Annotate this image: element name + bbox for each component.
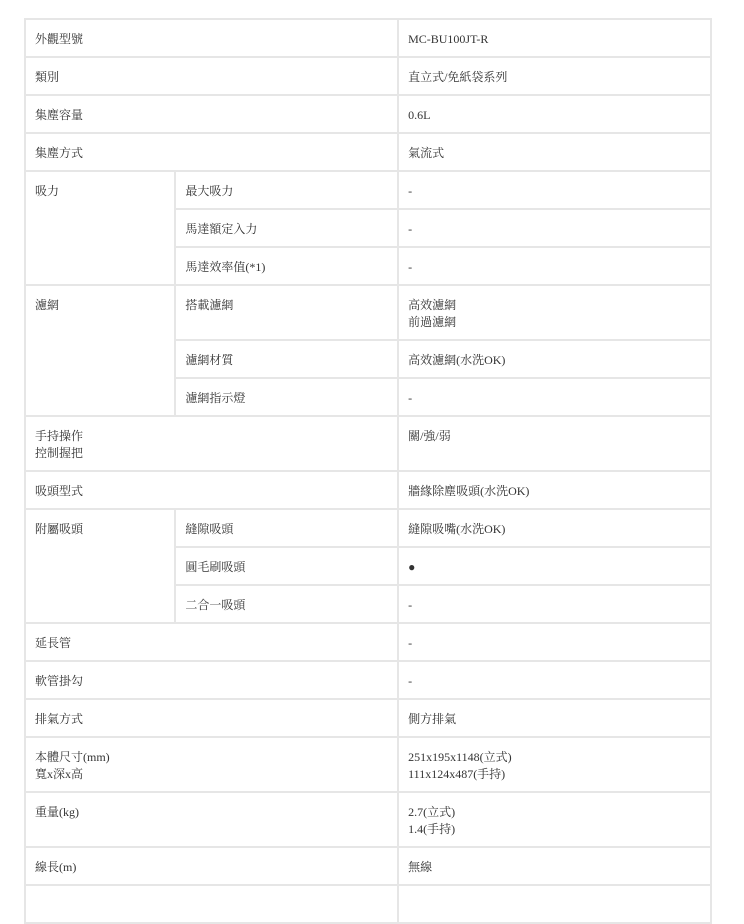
row-label-filter-indicator: 濾網指示燈 xyxy=(176,379,397,415)
row-value-efficiency: - xyxy=(399,248,710,284)
row-label-max-suction: 最大吸力 xyxy=(176,172,397,208)
row-value-hose-hook: - xyxy=(399,662,710,698)
table-row xyxy=(26,738,710,791)
row-label-crevice: 縫隙吸頭 xyxy=(176,510,397,546)
row-label-dust-method: 集塵方式 xyxy=(26,134,397,170)
table-row xyxy=(26,172,710,208)
row-value-dimensions xyxy=(399,738,710,791)
row-label-cord: 線長(m) xyxy=(26,848,397,884)
mounted-filter-line-2: 前過濾網 xyxy=(408,315,457,329)
row-value-brush: ● xyxy=(399,548,710,584)
row-label-mounted-filter: 搭載濾網 xyxy=(176,286,397,339)
handheld-label-line-2: 控制握把 xyxy=(35,446,84,460)
table-row xyxy=(26,848,710,884)
row-label-dimensions xyxy=(26,738,397,791)
row-value-two-in-one: - xyxy=(399,586,710,622)
row-value-cord: 無線 xyxy=(399,848,710,884)
row-value-handheld: 關/強/弱 xyxy=(399,417,710,470)
table-row xyxy=(26,417,710,470)
row-value-capacity: 0.6L xyxy=(399,96,710,132)
row-value-category: 直立式/免紙袋系列 xyxy=(399,58,710,94)
weight-value-line-2: 1.4(手持) xyxy=(408,822,456,836)
dimensions-label-line-2: 寬x深x高 xyxy=(35,767,84,781)
row-label-category: 類別 xyxy=(26,58,397,94)
table-row xyxy=(26,700,710,736)
table-row xyxy=(26,20,710,56)
table-row xyxy=(26,134,710,170)
row-value-filter-material: 高效濾網(水洗OK) xyxy=(399,341,710,377)
table-row xyxy=(26,662,710,698)
weight-value-line-1: 2.7(立式) xyxy=(408,805,456,819)
table-row xyxy=(26,886,710,922)
table-row xyxy=(26,510,710,546)
row-label-exhaust: 排氣方式 xyxy=(26,700,397,736)
row-label-head-type: 吸頭型式 xyxy=(26,472,397,508)
table-row xyxy=(26,793,710,846)
row-label-weight: 重量(kg) xyxy=(26,793,397,846)
table-row xyxy=(26,624,710,660)
group-label-suction: 吸力 xyxy=(26,172,174,284)
handheld-label-line-1: 手持操作 xyxy=(35,429,84,443)
row-label-model: 外觀型號 xyxy=(26,20,397,56)
row-label-extension: 延長管 xyxy=(26,624,397,660)
row-label-efficiency: 馬達效率值(*1) xyxy=(176,248,397,284)
row-value-weight xyxy=(399,793,710,846)
table-row xyxy=(26,96,710,132)
group-label-filter: 濾網 xyxy=(26,286,174,415)
row-label-two-in-one: 二合一吸頭 xyxy=(176,586,397,622)
row-label-hose-hook: 軟管掛勾 xyxy=(26,662,397,698)
table-row xyxy=(26,58,710,94)
row-value-empty xyxy=(399,886,710,922)
row-value-filter-indicator: - xyxy=(399,379,710,415)
dimensions-value-line-1: 251x195x1148(立式) xyxy=(408,750,512,764)
row-label-handheld xyxy=(26,417,397,470)
row-label-brush: 圓毛刷吸頭 xyxy=(176,548,397,584)
spec-table-container xyxy=(24,18,712,924)
row-value-extension: - xyxy=(399,624,710,660)
row-value-max-suction: - xyxy=(399,172,710,208)
table-row xyxy=(26,286,710,339)
spec-table xyxy=(24,18,712,924)
row-value-rated-input: - xyxy=(399,210,710,246)
row-value-model: MC-BU100JT-R xyxy=(399,20,710,56)
table-row xyxy=(26,472,710,508)
row-value-exhaust: 側方排氣 xyxy=(399,700,710,736)
row-value-dust-method: 氣流式 xyxy=(399,134,710,170)
row-value-mounted-filter xyxy=(399,286,710,339)
group-label-attachments: 附屬吸頭 xyxy=(26,510,174,622)
row-label-rated-input: 馬達額定入力 xyxy=(176,210,397,246)
mounted-filter-line-1: 高效濾網 xyxy=(408,298,457,312)
row-value-crevice: 縫隙吸嘴(水洗OK) xyxy=(399,510,710,546)
row-label-empty xyxy=(26,886,397,922)
dimensions-label-line-1: 本體尺寸(mm) xyxy=(35,750,110,764)
row-label-filter-material: 濾網材質 xyxy=(176,341,397,377)
dimensions-value-line-2: 111x124x487(手持) xyxy=(408,767,506,781)
row-value-head-type: 牆緣除塵吸頭(水洗OK) xyxy=(399,472,710,508)
row-label-capacity: 集塵容量 xyxy=(26,96,397,132)
